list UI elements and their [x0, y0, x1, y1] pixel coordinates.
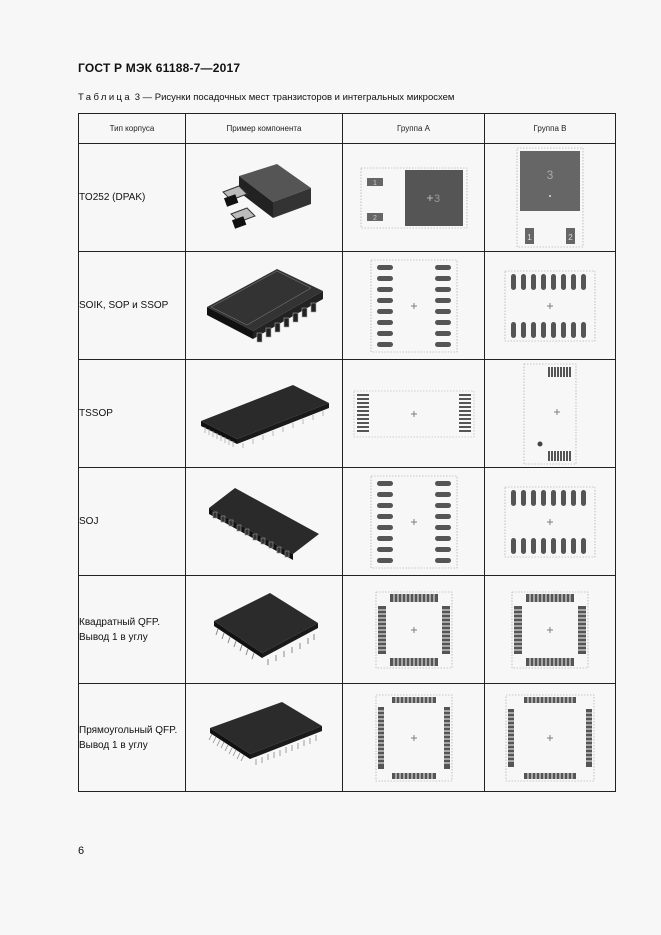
table-caption [78, 92, 454, 103]
component-image-cell [186, 252, 343, 360]
soic-group-a-footprint-icon [369, 258, 459, 354]
package-type-name: SOJ [79, 516, 99, 527]
rect-qfp-group-a-footprint-icon [372, 693, 456, 783]
package-type-cell [79, 144, 186, 252]
table-caption-text: — Рисунки посадочных мест транзисторов и интегральных микросхем [142, 92, 455, 103]
soj-group-b-footprint-icon [503, 485, 597, 559]
table-row [79, 684, 616, 792]
component-image-cell [186, 360, 343, 468]
group-b-footprint-cell [485, 360, 616, 468]
tssop-package-icon [197, 379, 331, 449]
column-header-package-type: Тип корпуса [79, 114, 186, 144]
component-image-cell [186, 684, 343, 792]
square-qfp-group-a-footprint-icon [372, 590, 456, 670]
package-type-name: SOIK, SOP и SSOP [79, 300, 169, 311]
square-qfp-package-icon [206, 585, 322, 675]
tssop-group-b-footprint-icon [522, 362, 578, 466]
package-type-cell [79, 468, 186, 576]
group-a-footprint-cell [343, 144, 485, 252]
table-row [79, 576, 616, 684]
document-standard-header: ГОСТ Р МЭК 61188-7—2017 [78, 61, 241, 75]
column-header-group-a: Группа А [343, 114, 485, 144]
soj-group-a-footprint-icon [369, 474, 459, 570]
package-type-name-line-2: Вывод 1 в углу [79, 631, 148, 643]
package-type-cell [79, 252, 186, 360]
table-caption-number: 3 [134, 92, 140, 103]
group-a-footprint-cell [343, 360, 485, 468]
group-b-footprint-cell [485, 252, 616, 360]
dpak-package-icon [209, 158, 319, 238]
soj-package-icon [205, 482, 323, 562]
page-number: 6 [78, 845, 85, 857]
group-a-footprint-cell [343, 468, 485, 576]
package-type-cell [79, 576, 186, 684]
group-a-footprint-cell [343, 576, 485, 684]
rect-qfp-group-b-footprint-icon [502, 693, 598, 783]
group-b-footprint-cell [485, 576, 616, 684]
rect-qfp-package-icon [202, 698, 326, 778]
dpak-group-b-footprint-icon [515, 146, 585, 250]
square-qfp-group-b-footprint-icon [508, 590, 592, 670]
dpak-b-pin-1: 1 [527, 232, 532, 242]
component-image-cell [186, 468, 343, 576]
group-b-footprint-cell [485, 684, 616, 792]
column-header-group-b: Группа В [485, 114, 616, 144]
soic-package-icon [199, 261, 329, 351]
table-row [79, 144, 616, 252]
package-type-cell [79, 360, 186, 468]
table-row [79, 468, 616, 576]
package-type-cell [79, 684, 186, 792]
table-header-row [79, 114, 616, 144]
dpak-a-pin-3: 3 [433, 192, 440, 205]
component-image-cell [186, 144, 343, 252]
tssop-group-a-footprint-icon [352, 389, 476, 439]
package-type-name-line-2: Вывод 1 в углу [79, 739, 148, 751]
package-type-name-line-1: Квадратный QFP. [79, 616, 161, 628]
dpak-group-a-footprint-icon [359, 165, 469, 231]
dpak-a-pin-2: 2 [372, 214, 377, 222]
group-a-footprint-cell [343, 684, 485, 792]
footprint-table [78, 113, 616, 792]
soic-group-b-footprint-icon [503, 269, 597, 343]
component-image-cell [186, 576, 343, 684]
group-b-footprint-cell [485, 468, 616, 576]
table-row [79, 252, 616, 360]
table-row [79, 360, 616, 468]
column-header-component-example: Пример компонента [186, 114, 343, 144]
dpak-b-pin-2: 2 [568, 232, 573, 242]
group-b-footprint-cell [485, 144, 616, 252]
table-caption-label: Таблица [78, 92, 133, 103]
package-type-name-line-1: Прямоугольный QFP. [79, 724, 178, 736]
dpak-a-pin-1: 1 [372, 179, 377, 187]
package-type-name: TO252 (DPAK) [79, 192, 146, 203]
dpak-b-pin-3: 3 [546, 167, 554, 182]
package-type-name: TSSOP [79, 408, 113, 419]
group-a-footprint-cell [343, 252, 485, 360]
